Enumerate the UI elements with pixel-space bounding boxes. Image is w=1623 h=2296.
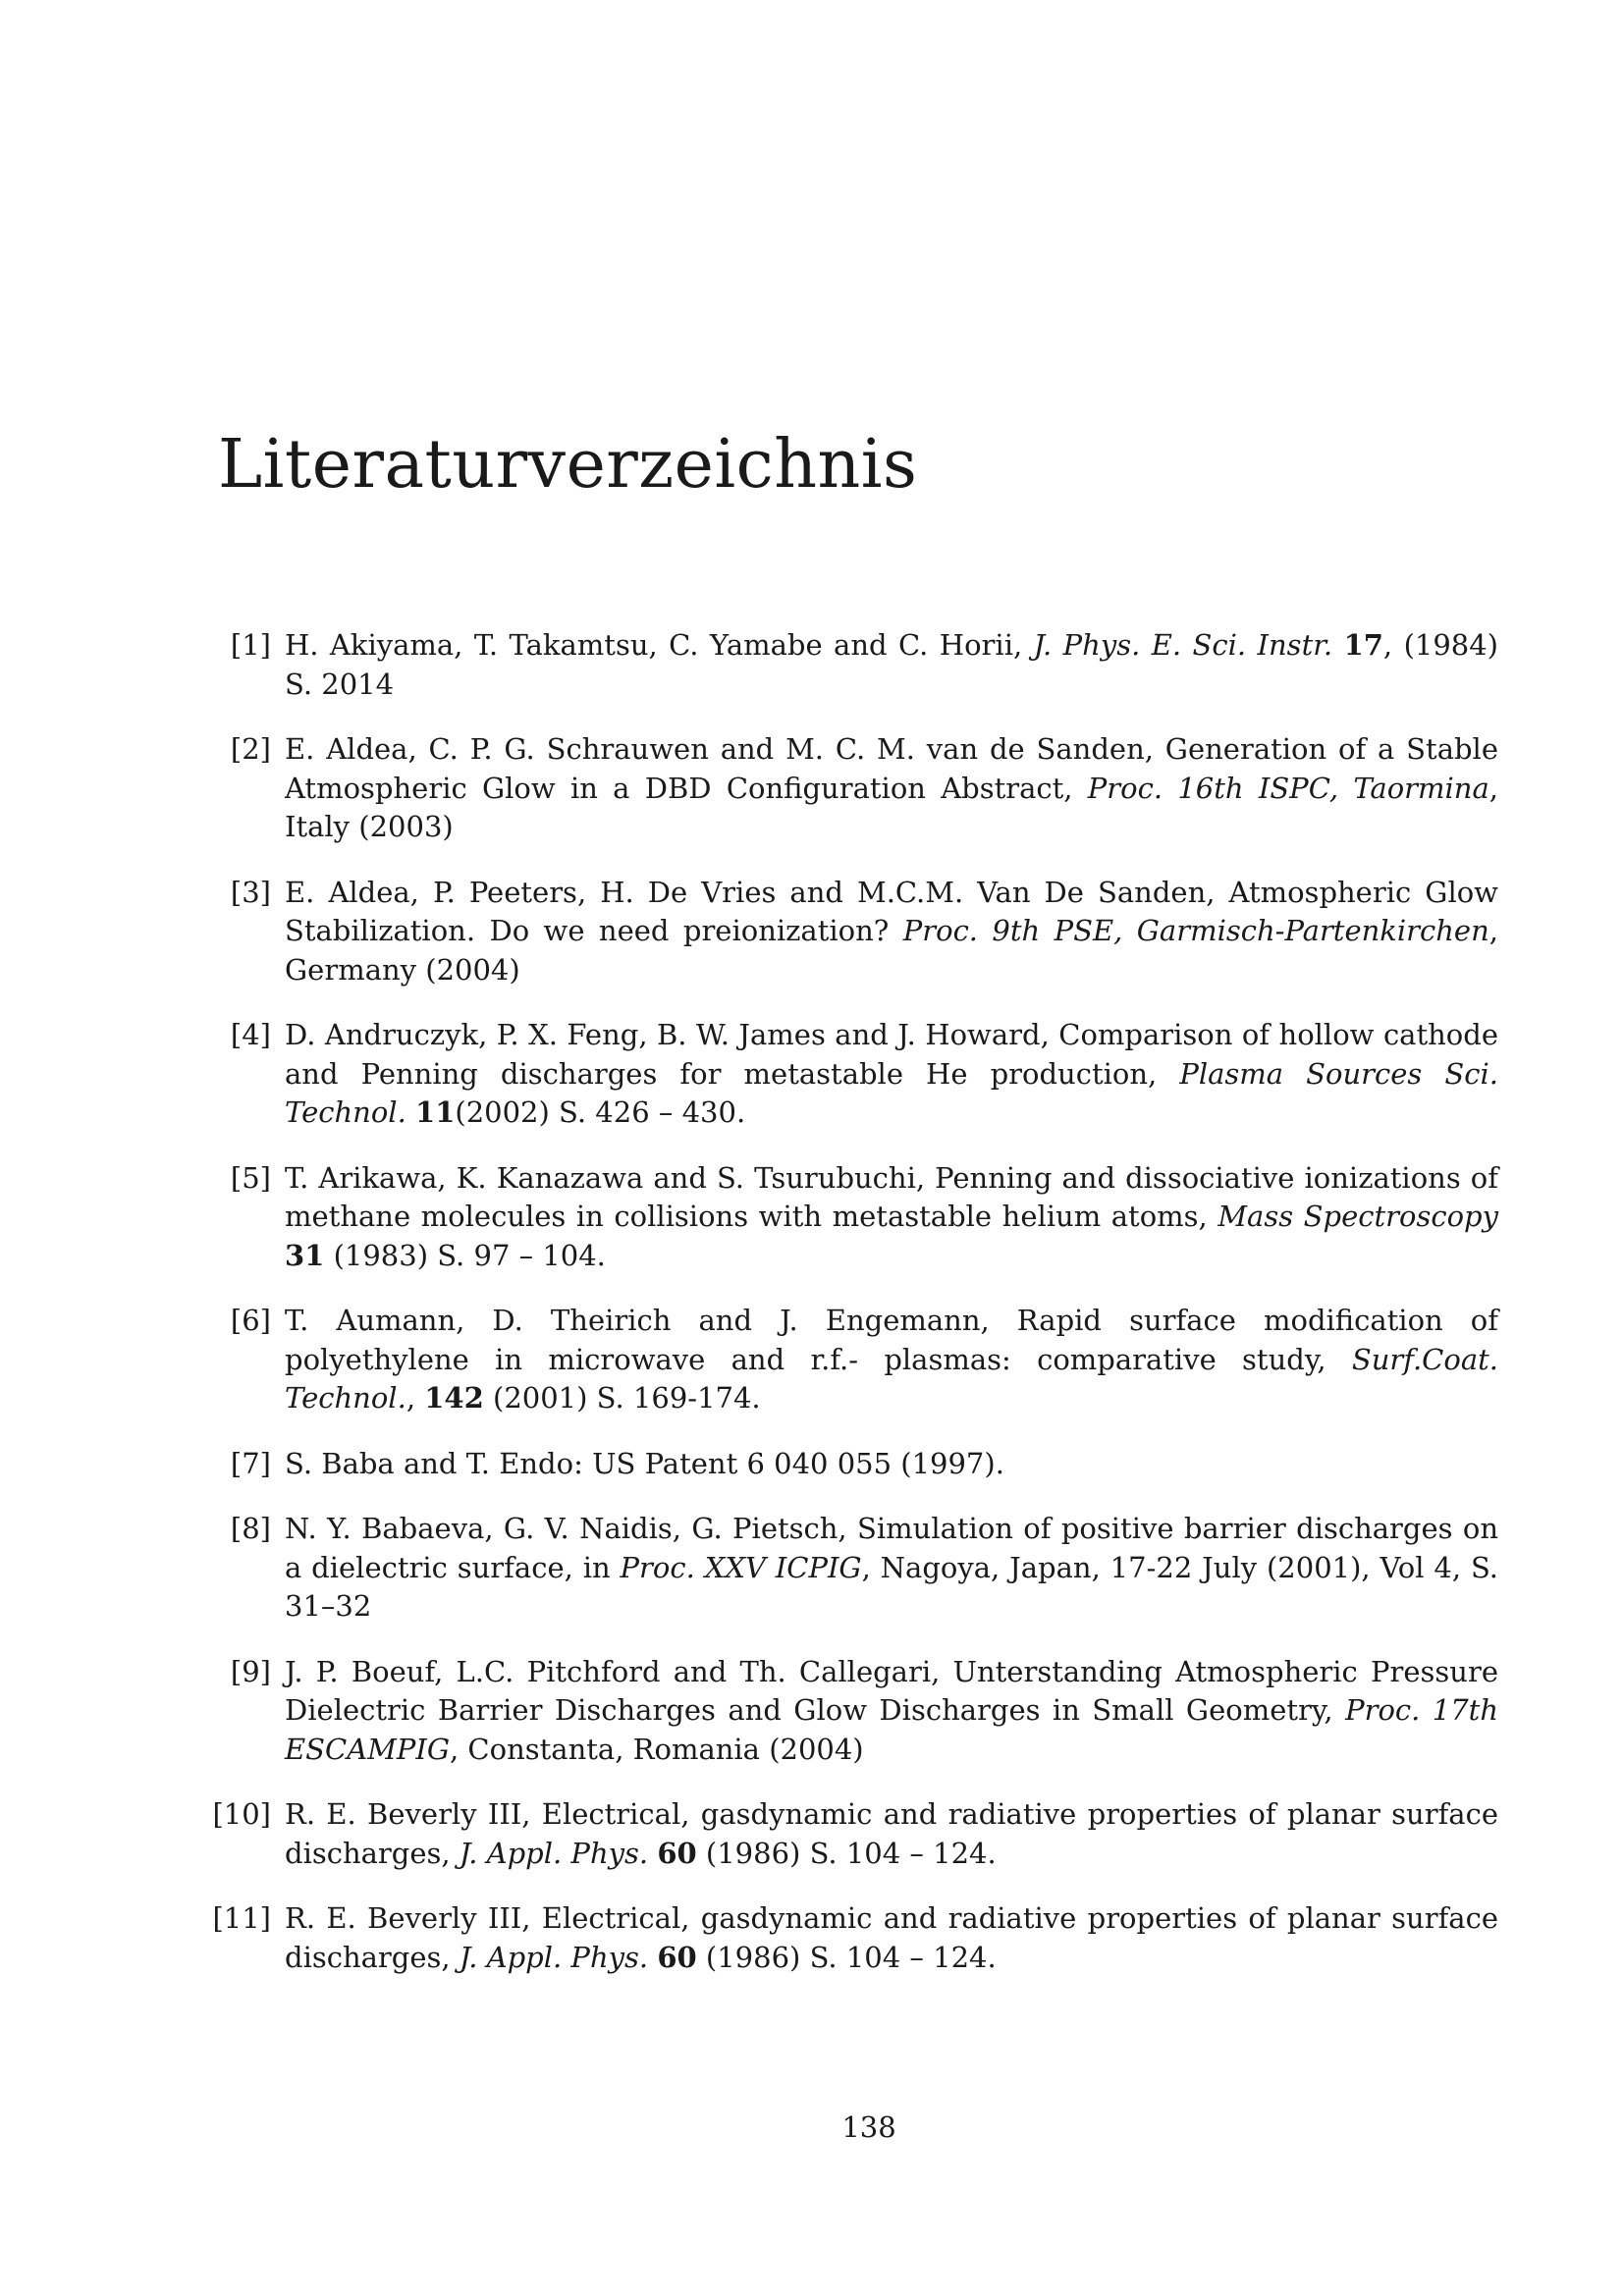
reference-text [285,1159,1498,1276]
reference-volume: 142 [424,1381,484,1415]
reference-segment [406,1095,415,1129]
reference-segment [1332,628,1343,662]
reference-number: [3] [230,875,271,909]
reference-segment: , Italy (2003) [285,771,1498,843]
reference-text [285,1445,1498,1484]
reference-list [210,626,1498,2003]
reference-segment: R. E. Beverly III, Electrical, gasdynamic and radiative properties of planar surface discharges, [285,1901,1498,1974]
page-title: Literaturverzeichnis [218,426,918,504]
reference-segment: , Germany (2004) [285,914,1498,987]
reference-segment: T. Aumann, D. Theirich and J. Engemann, Rapid surface modification of polyethylene in microwave and r.f.- plasmas: comparative study, [285,1304,1498,1376]
reference-entry [210,1159,1498,1276]
reference-number: [5] [230,1160,271,1195]
reference-segment: T. Arikawa, K. Kanazawa and S. Tsurubuchi, Penning and dissociative ionizations of methane molecules in collisions with metastable helium atoms, [285,1160,1498,1233]
reference-text [285,626,1498,704]
reference-volume: 60 [657,1940,697,1974]
reference-journal: Proc. 17th ESCAMPIG [285,1693,1499,1766]
reference-journal: Plasma Sources Sci. Technol. [285,1056,1498,1129]
reference-number: [8] [230,1512,271,1545]
reference-segment: , [406,1381,425,1415]
reference-volume: 17 [1343,628,1383,662]
reference-text [285,1899,1498,1977]
reference-number: [10] [212,1797,271,1831]
reference-text [285,874,1498,990]
reference-number: [6] [230,1304,271,1337]
reference-volume: 60 [657,1836,697,1870]
reference-volume: 31 [285,1238,325,1272]
reference-segment: (2002) S. 426 – 430. [455,1095,746,1129]
reference-journal: Surf.Coat. Technol. [285,1342,1498,1415]
reference-journal: Proc. XXV ICPIG [620,1550,862,1584]
reference-number: [7] [230,1446,271,1480]
reference-segment: E. Aldea, C. P. G. Schrauwen and M. C. M. van de Sanden, Generation of a Stable Atmospheric Glow in a DBD Configuration Abstract, [285,732,1498,805]
reference-journal: J. Phys. E. Sci. Instr. [1033,628,1333,662]
reference-text [285,730,1498,847]
reference-volume: 11 [415,1095,456,1129]
reference-segment: E. Aldea, P. Peeters, H. De Vries and M.C.M. Van De Sanden, Atmospheric Glow Stabilization. Do we need preionization? [285,875,1498,947]
reference-entry [210,874,1498,990]
reference-segment: , Nagoya, Japan, 17-22 July (2001), Vol 4, S. 31–32 [285,1550,1498,1623]
reference-segment [648,1837,657,1870]
reference-number: [1] [230,628,271,662]
page-number: 138 [841,2110,896,2144]
reference-segment: , (1984) S. 2014 [285,628,1498,701]
reference-entry [210,1510,1498,1627]
reference-number: [9] [230,1654,271,1688]
reference-entry [210,1899,1498,1977]
reference-journal: Proc. 16th ISPC, Taormina [1087,771,1489,805]
reference-segment: R. E. Beverly III, Electrical, gasdynamic and radiative properties of planar surface discharges, [285,1797,1498,1870]
reference-segment: , Constanta, Romania (2004) [450,1732,864,1766]
reference-number: [4] [230,1018,271,1051]
reference-entry [210,1445,1498,1484]
reference-entry [210,1653,1498,1770]
reference-text [285,1510,1498,1627]
reference-segment: (1986) S. 104 – 124. [696,1940,997,1974]
reference-text [285,1795,1498,1873]
reference-segment: (2001) S. 169-174. [483,1381,761,1415]
reference-number: [2] [230,732,271,766]
reference-entry [210,626,1498,704]
reference-segment: H. Akiyama, T. Takamtsu, C. Yamabe and C. Horii, [285,628,1034,662]
reference-segment: N. Y. Babaeva, G. V. Naidis, G. Pietsch, Simulation of positive barrier discharges on a dielectric surface, in [285,1512,1498,1584]
reference-journal: Proc. 9th PSE, Garmisch-Partenkirchen [902,914,1489,947]
reference-text [285,1016,1498,1133]
reference-segment: (1986) S. 104 – 124. [696,1836,997,1870]
reference-journal: Mass Spectroscopy [1217,1200,1498,1233]
reference-segment: S. Baba and T. Endo: US Patent 6 040 055 (1997). [285,1446,1004,1480]
reference-entry [210,1016,1498,1133]
reference-segment: (1983) S. 97 – 104. [324,1238,606,1272]
reference-journal: J. Appl. Phys. [459,1836,649,1870]
reference-segment [648,1941,657,1974]
reference-entry [210,730,1498,847]
reference-segment: J. P. Boeuf, L.C. Pitchford and Th. Callegari, Unterstanding Atmospheric Pressure Dielectric Barrier Discharges and Glow Discharges in Small Geometry, [285,1654,1498,1727]
reference-text [285,1653,1498,1770]
reference-segment: D. Andruczyk, P. X. Feng, B. W. James and J. Howard, Comparison of hollow cathode and Penning discharges for metastable He production, [285,1018,1498,1091]
reference-entry [210,1302,1498,1418]
reference-entry [210,1795,1498,1873]
reference-number: [11] [212,1901,271,1935]
reference-text [285,1302,1498,1418]
reference-journal: J. Appl. Phys. [459,1940,649,1974]
